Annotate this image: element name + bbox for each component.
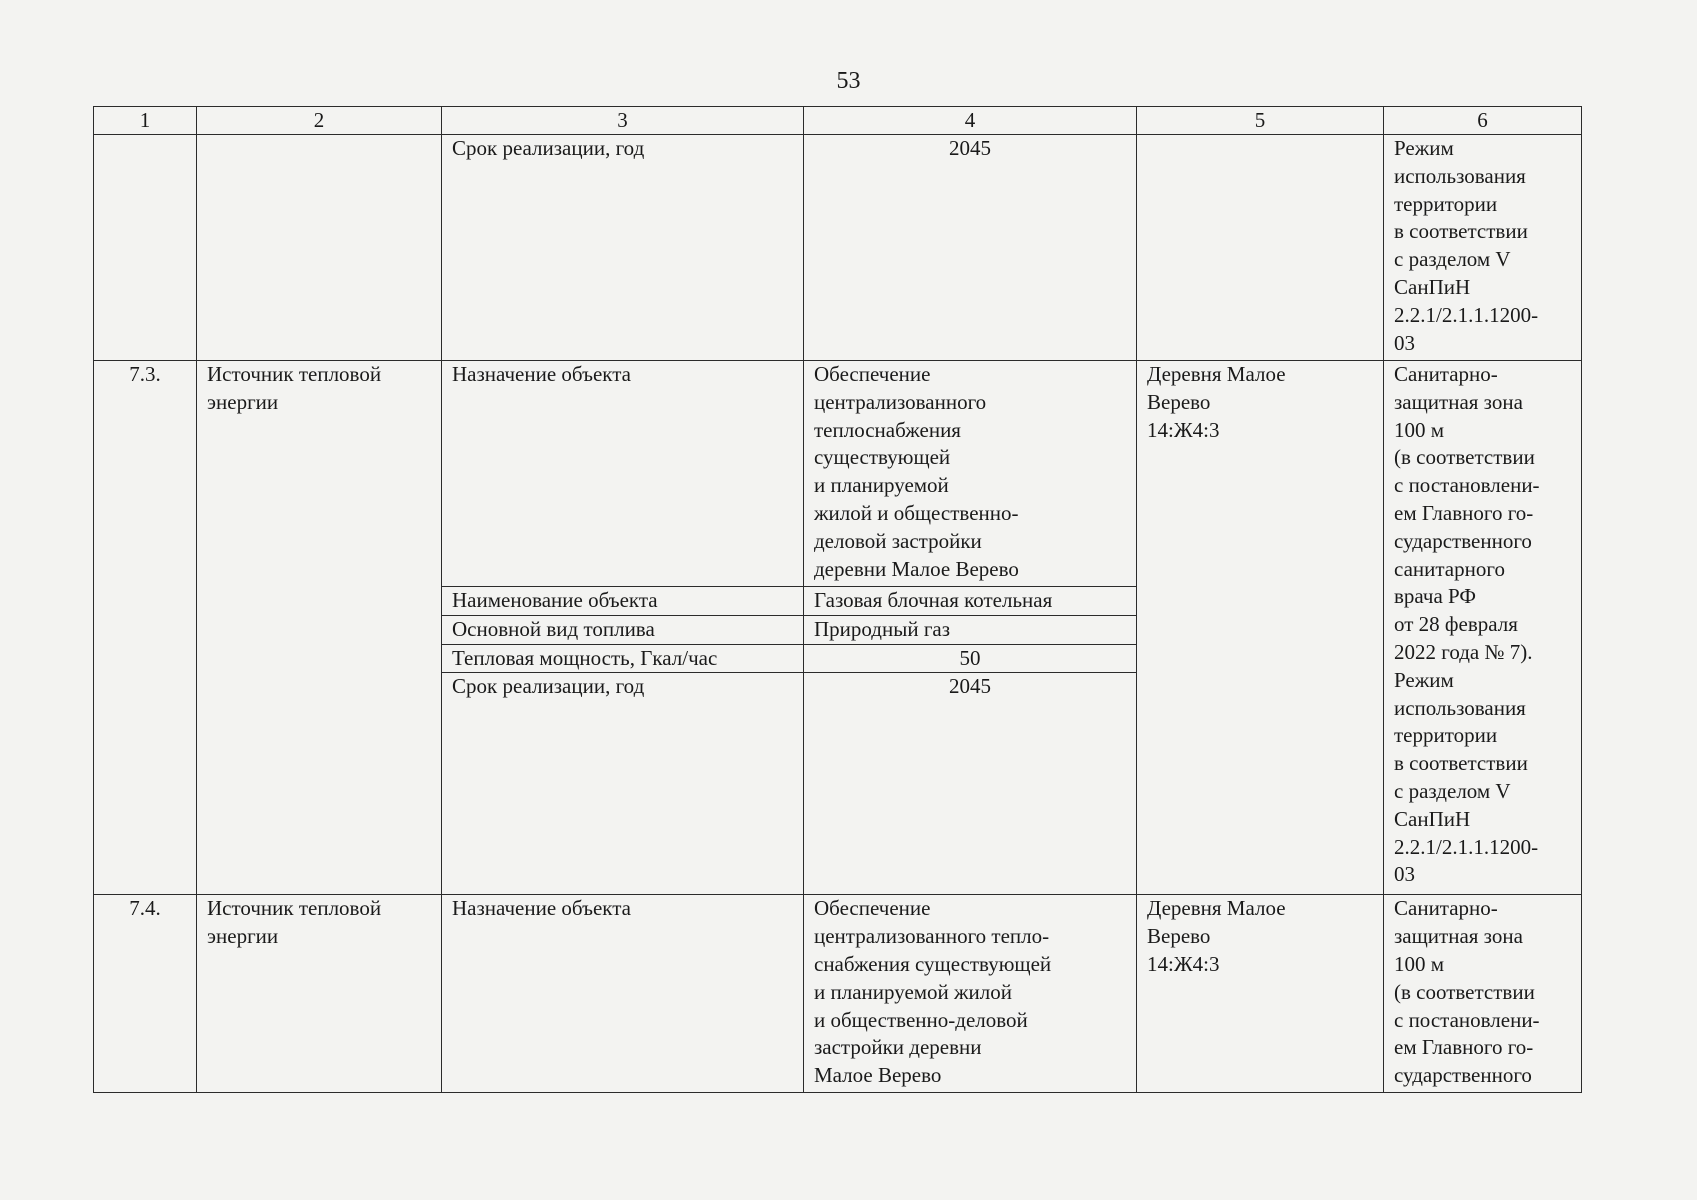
param-value-cell: 50 bbox=[804, 644, 1137, 673]
row-number-cell bbox=[94, 135, 197, 361]
param-label-cell: Назначение объекта bbox=[442, 895, 804, 1093]
header-cell: 4 bbox=[804, 107, 1137, 135]
location-cell: Деревня Малое Верево 14:Ж4:3 bbox=[1137, 361, 1384, 895]
table-row bbox=[94, 361, 1582, 587]
param-label-cell: Срок реализации, год bbox=[442, 673, 804, 895]
header-cell: 6 bbox=[1384, 107, 1582, 135]
param-value-cell: 2045 bbox=[804, 135, 1137, 361]
param-value-cell: Природный газ bbox=[804, 615, 1137, 644]
page-number: 53 bbox=[836, 68, 861, 94]
zone-cell: Санитарно- защитная зона 100 м (в соответствии с постановлени- ем Главного го- сударственного санитарного врача РФ от 28 февраля 2022 года № 7). Режим использования территории в соответствии с разделом V СанПиН 2.2.1/2.1.1.1200- 03 bbox=[1384, 361, 1582, 895]
object-name-cell: Источник тепловой энергии bbox=[197, 895, 442, 1093]
table-row bbox=[94, 135, 1582, 361]
header-cell: 3 bbox=[442, 107, 804, 135]
param-value-cell: 2045 bbox=[804, 673, 1137, 895]
param-label-cell: Основной вид топлива bbox=[442, 615, 804, 644]
param-label-cell: Наименование объекта bbox=[442, 587, 804, 616]
zone-cell: Санитарно- защитная зона 100 м (в соответствии с постановлени- ем Главного го- сударственного bbox=[1384, 895, 1582, 1093]
row-number-cell: 7.3. bbox=[94, 361, 197, 895]
param-value-cell: Газовая блочная котельная bbox=[804, 587, 1137, 616]
table-header-row bbox=[94, 107, 1582, 135]
header-cell: 2 bbox=[197, 107, 442, 135]
param-value-cell: Обеспечение централизованного тепло- снабжения существующей и планируемой жилой и общественно-деловой застройки деревни Малое Верево bbox=[804, 895, 1137, 1093]
table-row bbox=[94, 895, 1582, 1093]
location-cell: Деревня Малое Верево 14:Ж4:3 bbox=[1137, 895, 1384, 1093]
facilities-table bbox=[93, 106, 1582, 1093]
row-number-cell: 7.4. bbox=[94, 895, 197, 1093]
param-label-cell: Тепловая мощность, Гкал/час bbox=[442, 644, 804, 673]
location-cell bbox=[1137, 135, 1384, 361]
param-label-cell: Назначение объекта bbox=[442, 361, 804, 587]
object-name-cell bbox=[197, 135, 442, 361]
zone-cell: Режим использования территории в соответствии с разделом V СанПиН 2.2.1/2.1.1.1200- 03 bbox=[1384, 135, 1582, 361]
header-cell: 5 bbox=[1137, 107, 1384, 135]
object-name-cell: Источник тепловой энергии bbox=[197, 361, 442, 895]
param-label-cell: Срок реализации, год bbox=[442, 135, 804, 361]
header-cell: 1 bbox=[94, 107, 197, 135]
param-value-cell: Обеспечение централизованного теплоснабжения существующей и планируемой жилой и общественно- деловой застройки деревни Малое Верево bbox=[804, 361, 1137, 587]
